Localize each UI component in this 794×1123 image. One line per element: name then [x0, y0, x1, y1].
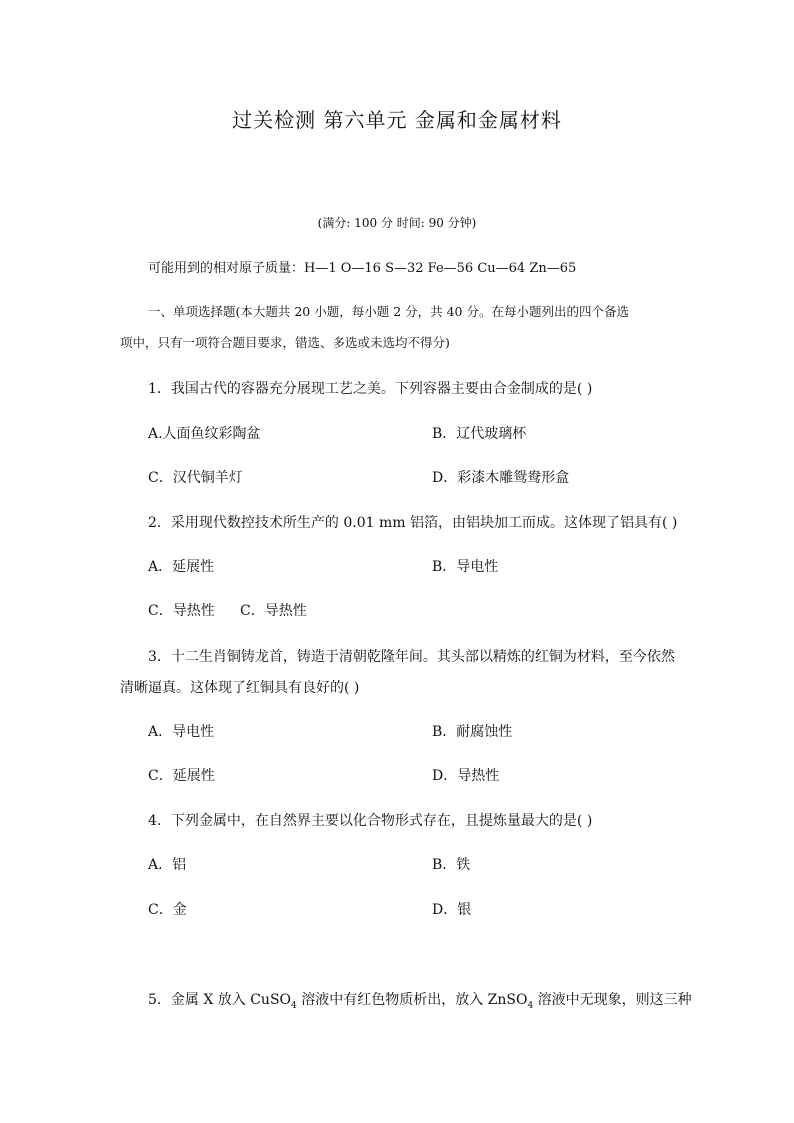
question-2-option-d: C．导热性 [240, 603, 307, 619]
question-2-stem: 2．采用现代数控技术所生产的 0.01 mm 铝箔，由铝块加工而成。这体现了铝具有( ) [148, 515, 678, 531]
question-2-option-a: A．延展性 [148, 559, 215, 575]
question-4-option-b: B．铁 [432, 857, 471, 873]
question-5-subscript-2: 4 [527, 1000, 534, 1011]
question-5-subscript-1: 4 [291, 1000, 297, 1011]
question-5-stem-part1: 5．金属 X 放入 CuSO [148, 992, 292, 1008]
question-3-stem-line1: 3．十二生肖铜铸龙首，铸造于清朝乾隆年间。其头部以精炼的红铜为材料，至今依然 [148, 649, 675, 665]
question-1-option-c: C．汉代铜羊灯 [148, 470, 243, 486]
question-1-option-d: D．彩漆木雕鸳鸯形盒 [432, 470, 570, 486]
atomic-masses: 可能用到的相对原子质量：H—1 O—16 S—32 Fe—56 Cu—64 Zn—65 [148, 261, 577, 276]
question-3-option-a: A．导电性 [148, 724, 215, 740]
page-title: 过关检测 第六单元 金属和金属材料 [232, 108, 562, 132]
question-5-stem-part3: 溶液中无现象，则这三种 [533, 992, 692, 1008]
question-3-option-c: C．延展性 [148, 768, 215, 784]
question-4-option-c: C．金 [148, 902, 187, 918]
question-3-option-b: B．耐腐蚀性 [432, 724, 513, 740]
question-5-stem-part2: 溶液中有红色物质析出，放入 ZnSO [296, 992, 528, 1008]
question-1-stem: 1．我国古代的容器充分展现工艺之美。下列容器主要由合金制成的是( ) [148, 381, 593, 397]
question-3-stem-line2: 清晰逼真。这体现了红铜具有良好的( ) [120, 680, 360, 696]
question-2-option-c: C．导热性 [148, 603, 215, 619]
section-heading-line2: 项中，只有一项符合题目要求，错选、多选或未选均不得分) [120, 335, 450, 350]
question-4-option-d: D．银 [432, 902, 472, 918]
question-4-stem: 4．下列金属中，在自然界主要以化合物形式存在，且提炼量最大的是( ) [148, 813, 593, 829]
question-1-option-b: B．辽代玻璃杯 [432, 426, 527, 442]
question-3-option-d: D．导热性 [432, 768, 500, 784]
question-1-option-a: A.人面鱼纹彩陶盆 [148, 426, 261, 442]
question-5-stem [148, 989, 692, 1011]
question-2-option-b: B．导电性 [432, 559, 499, 575]
question-4-option-a: A．铝 [148, 857, 187, 873]
section-heading-line1: 一、单项选择题(本大题共 20 小题，每小题 2 分，共 40 分。在每小题列出的四个备选 [148, 304, 629, 319]
exam-meta: (满分: 100 分 时间: 90 分钟) [317, 216, 477, 230]
